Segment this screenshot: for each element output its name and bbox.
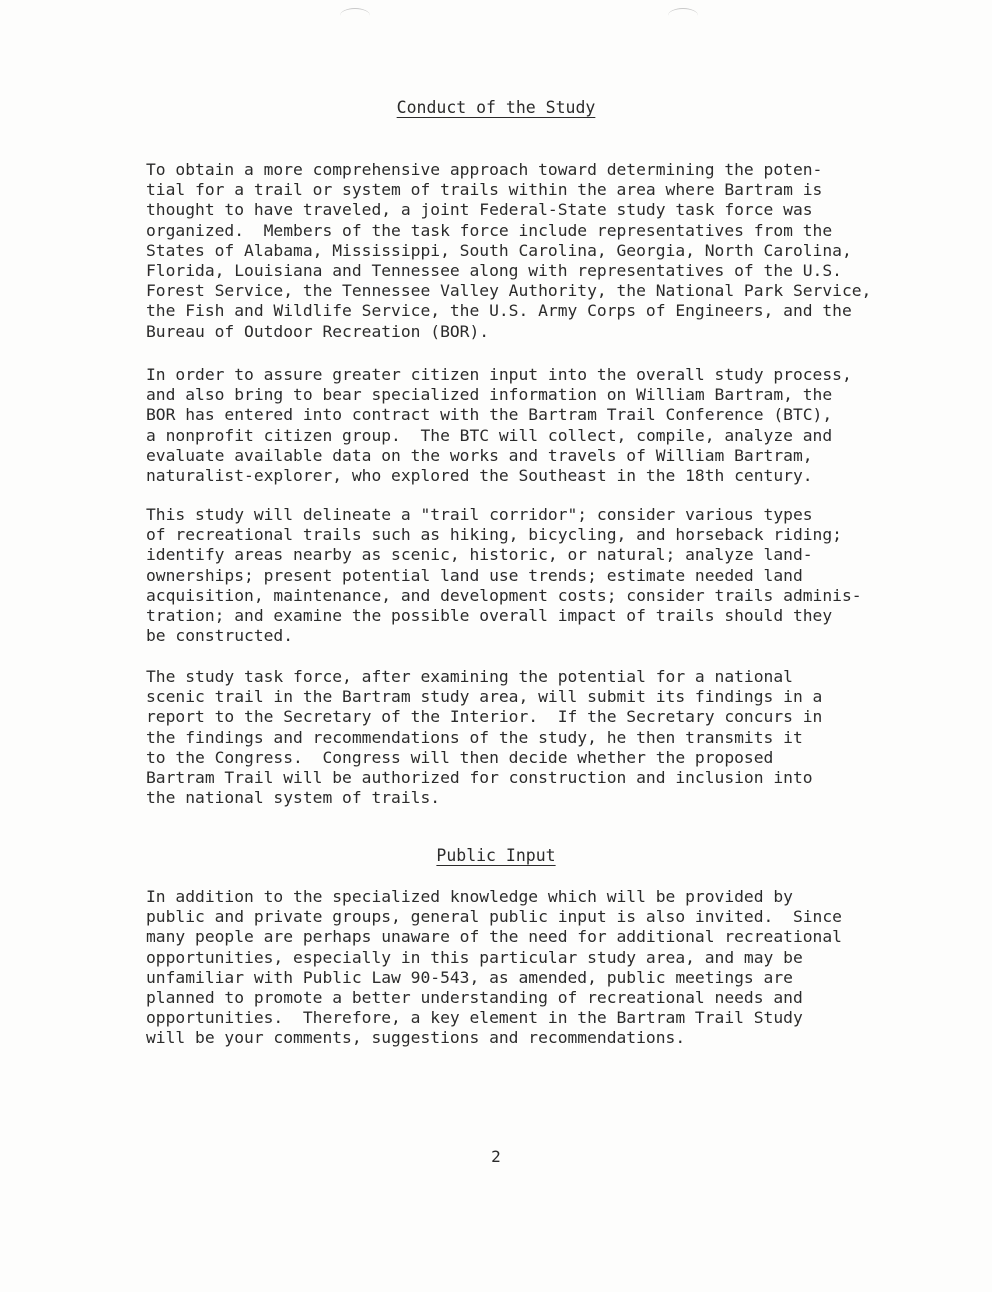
- paragraph-citizen-input: In order to assure greater citizen input into the overall study process, and also bring to bear specialized information on William Bartram, the BOR has entered into contract with the Bartram Trail Conference (BTC), a nonprofit citizen group. The BTC will collect, compile, analyze and evaluate available data on the works and travels of William Bartram, naturalist-explorer, who explored the Southeast in the 18th century.: [146, 365, 852, 486]
- paragraph-task-force: To obtain a more comprehensive approach toward determining the poten- tial for a trail or system of trails within the area where Bartram is thought to have traveled, a joint Federal-State study task force was organized. Members of the task force include representatives from the States of Alabama, Mississippi, South Carolina, Georgia, North Carolina, Florida, Louisiana and Tennessee along with representatives of the U.S. Forest Service, the Tennessee Valley Authority, the National Park Service, the Fish and Wildlife Service, the U.S. Army Corps of Engineers, and the Bureau of Outdoor Recreation (BOR).: [146, 160, 872, 341]
- paragraph-public-input: In addition to the specialized knowledge which will be provided by public and private groups, general public input is also invited. Since many people are perhaps unaware of the need for additional recreational opportunities, especially in this particular study area, and may be unfamiliar with Public Law 90-543, as amended, public meetings are planned to promote a better understanding of recreational needs and opportunities. Therefore, a key element in the Bartram Trail Study will be your comments, suggestions and recommendations.: [146, 887, 842, 1048]
- page-number: 2: [491, 1147, 501, 1166]
- heading-text: Conduct of the Study: [396, 98, 596, 117]
- paragraph-study-scope: This study will delineate a "trail corridor"; consider various types of recreational trails such as hiking, bicycling, and horseback riding; identify areas nearby as scenic, historic, or natural; analyze land- ownerships; present potential land use trends; estimate needed land acquisition, maintenance, and development costs; consider trails adminis- tration; and examine the possible overall impact of trails should they be constructed.: [146, 505, 862, 646]
- scan-edge-mark: [668, 8, 698, 23]
- paragraph-task-force-findings: The study task force, after examining the potential for a national scenic trail in the Bartram study area, will submit its findings in a report to the Secretary of the Interior. If the Secretary concurs in the findings and recommendations of the study, he then transmits it to the Congress. Congress will then decide whether the proposed Bartram Trail will be authorized for construction and inclusion into the national system of trails.: [146, 667, 823, 808]
- section-heading-public-input: [0, 846, 992, 866]
- heading-text: Public Input: [436, 846, 556, 865]
- section-heading-conduct: [0, 98, 992, 118]
- scan-edge-mark: [340, 8, 370, 23]
